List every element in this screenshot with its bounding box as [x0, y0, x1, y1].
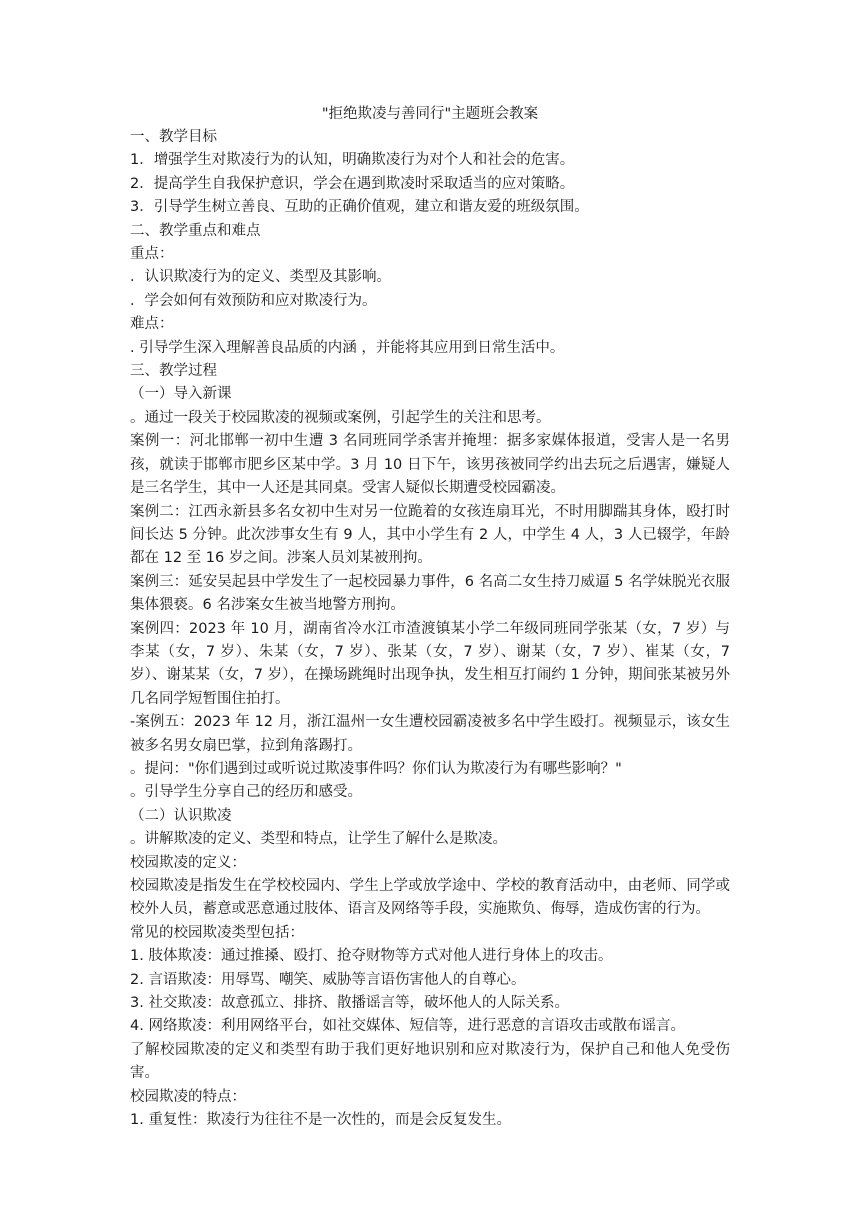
type-item-1: 1. 肢体欺凌：通过推搡、殴打、抢夺财物等方式对他人进行身体上的攻击。 — [130, 948, 613, 965]
definition-paragraph: 校园欺凌是指发生在学校校园内、学生上学或放学途中、学校的教育活动中，由老师、同学或校外人员，蓄意或恶意通过肢体、语言及网络等手段，实施欺负、侮辱，造成伤害的行为。 — [130, 878, 730, 918]
document-title: "拒绝欺凌与善同行"主题班会教案 — [321, 106, 539, 122]
difficulty-label: 难点： — [130, 316, 174, 333]
intro-text: 。通过一段关于校园欺凌的视频或案例，引起学生的关注和思考。 — [130, 409, 551, 426]
goal-item-2: 2．提高学生自我保护意识，学会在遇到欺凌时采取适当的应对策略。 — [130, 175, 575, 192]
types-label: 常见的校园欺凌类型包括： — [130, 924, 304, 941]
case-paragraph-2: 案例二：江西永新县多名女初中生对另一位跪着的女孩连扇耳光，不时用脚踹其身体，殴打时间长达 5 分钟。此次涉事女生有 9 人，其中小学生有 2 人，中学生 4 人，3 人已辍学，年龄都在 12 至 16 岁之间。涉案人员刘某被刑拘。 — [130, 503, 730, 567]
subsection-heading-intro: （一）导入新课 — [130, 386, 232, 403]
type-item-4: 4. 网络欺凌：利用网络平台，如社交媒体、短信等，进行恶意的言语攻击或散布谣言。 — [130, 1018, 685, 1035]
feature-item-1: 1. 重复性：欺凌行为往往不是一次性的，而是会反复发生。 — [130, 1112, 511, 1129]
guide-share-text: 。引导学生分享自己的经历和感受。 — [130, 784, 362, 801]
case-paragraph-5: -案例五：2023 年 12 月，浙江温州一女生遭校园霸凌被多名中学生殴打。视频显示，该女生被多名男女扇巴掌，拉到角落踢打。 — [130, 714, 730, 754]
key-point-item-1: ．认识欺凌行为的定义、类型及其影响。 — [130, 269, 391, 286]
definition-label: 校园欺凌的定义： — [130, 854, 246, 871]
type-item-2: 2. 言语欺凌：用辱骂、嘲笑、威胁等言语伤害他人的自尊心。 — [130, 971, 526, 988]
document-page — [130, 103, 730, 1132]
section-heading-process: 三、教学过程 — [130, 363, 217, 380]
question-text: 。提问："你们遇到过或听说过欺凌事件吗？你们认为欺凌行为有哪些影响？" — [130, 760, 622, 777]
key-point-item-2: ．学会如何有效预防和应对欺凌行为。 — [130, 292, 377, 309]
goal-item-3: 3．引导学生树立善良、互助的正确价值观，建立和谐友爱的班级氛围。 — [130, 199, 589, 216]
case-paragraph-1: 案例一：河北邯郸一初中生遭 3 名同班同学杀害并掩埋：据多家媒体报道，受害人是一名男孩，就读于邯郸市肥乡区某中学。3 月 10 日下午，该男孩被同学约出去玩之后遇害，嫌疑人是三名学生，其中一人还是其同桌。受害人疑似长期遭受校园霸凌。 — [130, 433, 730, 497]
case-paragraph-4: 案例四：2023 年 10 月，湖南省冷水江市渣渡镇某小学二年级同班同学张某（女，7 岁）与李某（女，7 岁）、朱某（女，7 岁）、张某（女，7 岁）、谢某（女，7 岁）、崔某（女，7 岁）、谢某某（女，7 岁），在操场跳绳时出现争执，发生相互打闹约 1 分钟，期间张某被另外几名同学短暂围住拍打。 — [130, 620, 730, 707]
features-label: 校园欺凌的特点： — [130, 1088, 246, 1105]
section-heading-key-points: 二、教学重点和难点 — [130, 222, 261, 239]
key-points-label: 重点： — [130, 246, 174, 263]
section-heading-goals: 一、教学目标 — [130, 129, 217, 145]
type-item-3: 3. 社交欺凌：故意孤立、排挤、散播谣言等，破坏他人的人际关系。 — [130, 995, 569, 1012]
difficulty-item-1: . 引导学生深入理解善良品质的内涵 ，并能将其应用到日常生活中。 — [130, 339, 565, 356]
explain-text: 。讲解欺凌的定义、类型和特点，让学生了解什么是欺凌。 — [130, 831, 507, 848]
case-paragraph-3: 案例三：延安吴起县中学发生了一起校园暴力事件，6 名高二女生持刀威逼 5 名学妹脱光衣服集体猥亵。6 名涉案女生被当地警方刑拘。 — [130, 573, 730, 614]
summary-paragraph: 了解校园欺凌的定义和类型有助于我们更好地识别和应对欺凌行为，保护自己和他人免受伤害。 — [130, 1041, 730, 1082]
subsection-heading-understand: （二）认识欺凌 — [130, 807, 232, 824]
goal-item-1: 1．增强学生对欺凌行为的认知，明确欺凌行为对个人和社会的危害。 — [130, 152, 575, 169]
